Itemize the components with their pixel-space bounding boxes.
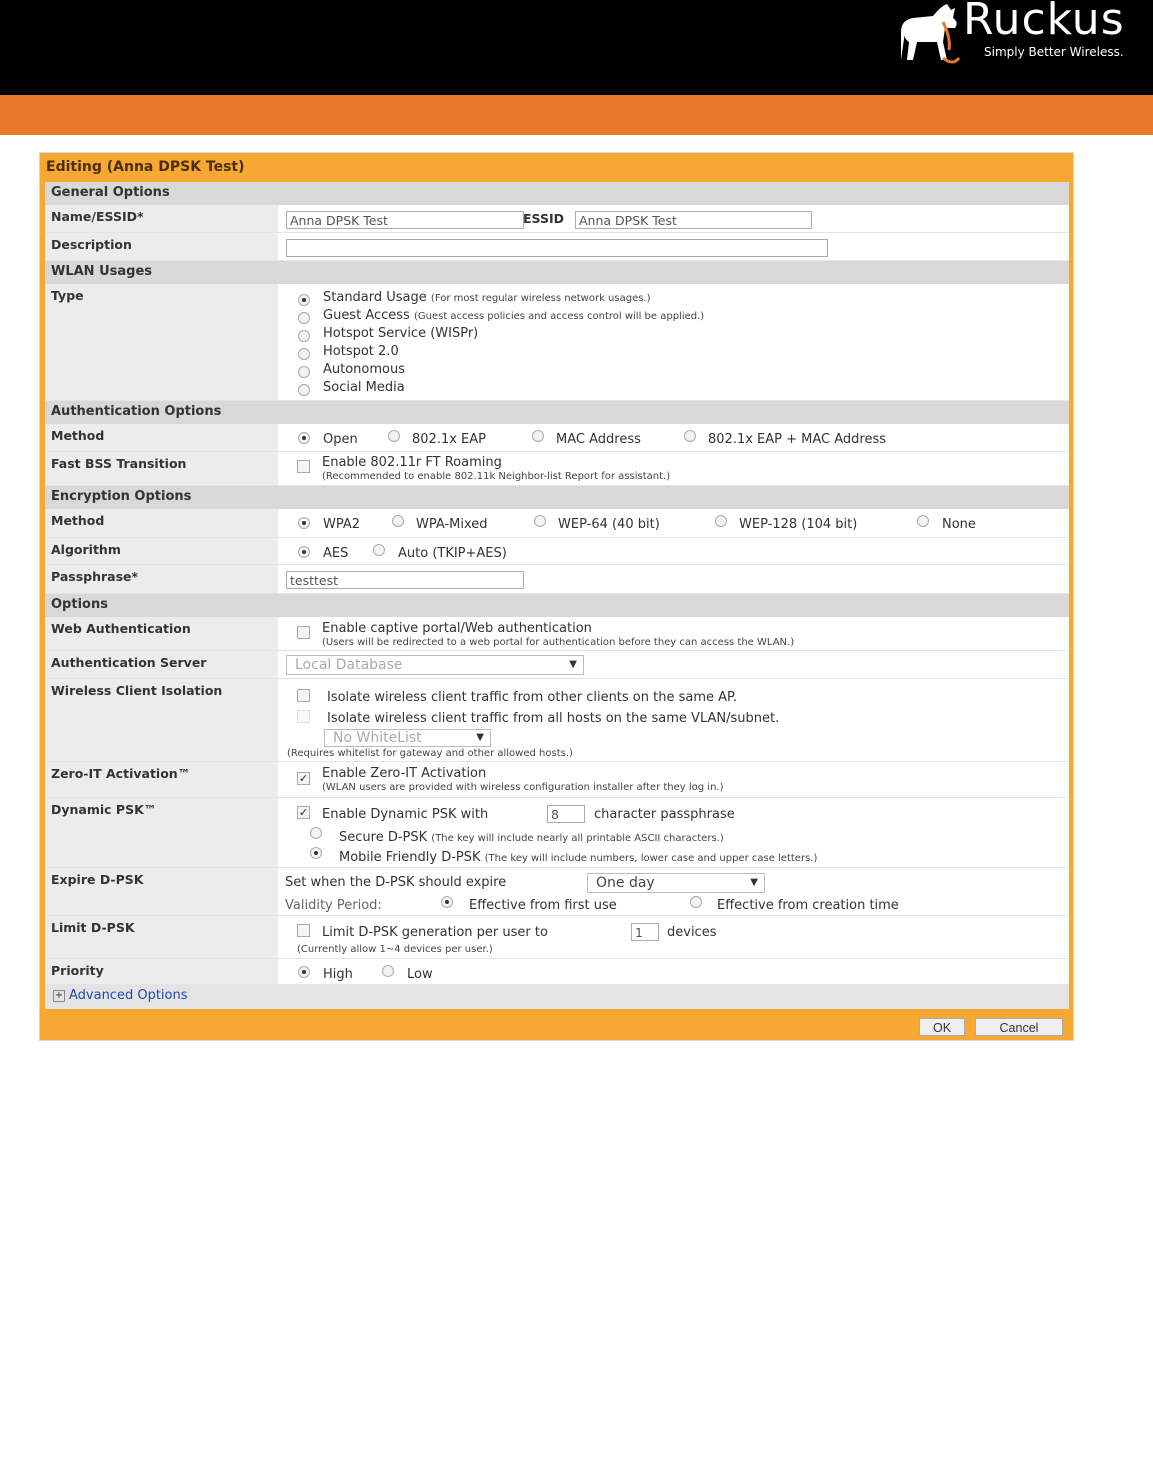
web-auth-text: Enable captive portal/Web authentication — [322, 621, 592, 636]
section-options: Options — [45, 594, 1069, 617]
type-guest-label: Guest Access (Guest access policies and access control will be applied.) — [323, 308, 705, 323]
radio-hotspot-2[interactable] — [298, 348, 310, 360]
radio-guest-access[interactable] — [298, 312, 310, 324]
limit-text-pre: Limit D-PSK generation per user to — [322, 925, 548, 940]
auth-open-label: Open — [323, 432, 358, 447]
radio-wep-128[interactable] — [715, 515, 727, 527]
zero-it-text: Enable Zero-IT Activation — [322, 766, 487, 781]
radio-auth-8021x[interactable] — [388, 430, 400, 442]
secure-dpsk-label: Secure D-PSK (The key will include nearly all printable ASCII characters.) — [339, 830, 724, 845]
row-limit-dpsk — [45, 916, 1069, 959]
isolation-ap-text: Isolate wireless client traffic from other clients on the same AP. — [327, 690, 737, 705]
wpa-mixed-label: WPA-Mixed — [416, 517, 488, 532]
advanced-options-toggle[interactable] — [45, 985, 1069, 1009]
row-type — [45, 284, 1069, 401]
zero-it-note: (WLAN users are provided with wireless configuration installer after they log in.) — [322, 782, 724, 793]
expire-text: Set when the D-PSK should expire — [285, 875, 507, 890]
radio-validity-first-use[interactable] — [441, 896, 453, 908]
passphrase-label: Passphrase* — [45, 565, 278, 593]
priority-label: Priority — [45, 959, 278, 984]
row-zero-it — [45, 762, 1069, 798]
dialog-body — [45, 182, 1069, 1009]
passphrase-input[interactable]: testtest — [286, 571, 524, 589]
limit-devices-input[interactable]: 1 — [631, 923, 659, 941]
radio-priority-low[interactable] — [382, 965, 394, 977]
section-authentication-options: Authentication Options — [45, 401, 1069, 424]
whitelist-select[interactable]: No WhiteList ▼ — [324, 729, 491, 747]
priority-high-label: High — [323, 967, 353, 982]
aes-label: AES — [323, 546, 349, 561]
radio-wpa-mixed[interactable] — [392, 515, 404, 527]
radio-mobile-dpsk[interactable] — [310, 847, 322, 859]
row-expire-dpsk — [45, 868, 1069, 916]
auth-server-label: Authentication Server — [45, 651, 278, 678]
radio-validity-creation[interactable] — [690, 896, 702, 908]
fast-bss-checkbox[interactable] — [297, 460, 310, 473]
auth-mac-label: MAC Address — [556, 432, 641, 447]
client-isolation-label: Wireless Client Isolation — [45, 679, 278, 761]
limit-text-post: devices — [667, 925, 717, 940]
auth-8021x-mac-label: 802.1x EAP + MAC Address — [708, 432, 887, 447]
type-hotspot-2-label: Hotspot 2.0 — [323, 344, 399, 359]
description-input[interactable] — [286, 239, 828, 257]
row-passphrase — [45, 565, 1069, 594]
section-general-options: General Options — [45, 182, 1069, 205]
type-standard-label: Standard Usage (For most regular wireless network usages.) — [323, 290, 651, 305]
auto-tkip-aes-label: Auto (TKIP+AES) — [398, 546, 507, 561]
zero-it-label: Zero-IT Activation™ — [45, 762, 278, 797]
brand-tagline: Simply Better Wireless. — [984, 45, 1124, 59]
dialog-title: Editing (Anna DPSK Test) — [46, 159, 245, 175]
essid-input[interactable]: Anna DPSK Test — [575, 211, 812, 229]
type-autonomous-label: Autonomous — [323, 362, 406, 377]
isolation-vlan-checkbox[interactable] — [297, 710, 310, 723]
wpa2-label: WPA2 — [323, 517, 361, 532]
expire-dpsk-label: Expire D-PSK — [45, 868, 278, 915]
description-label: Description — [45, 233, 278, 260]
whitelist-note: (Requires whitelist for gateway and other allowed hosts.) — [287, 748, 573, 759]
radio-auth-8021x-mac[interactable] — [684, 430, 696, 442]
essid-label: ESSID — [523, 211, 565, 226]
header-bar — [0, 0, 1153, 95]
type-social-media-label: Social Media — [323, 380, 405, 395]
expand-plus-icon: + — [54, 989, 64, 1001]
radio-hotspot-service[interactable] — [298, 330, 310, 342]
row-auth-method — [45, 424, 1069, 452]
fast-bss-text: Enable 802.11r FT Roaming — [322, 455, 502, 470]
row-web-auth — [45, 617, 1069, 651]
dpsk-length-input[interactable]: 8 — [547, 805, 585, 823]
radio-wpa2[interactable] — [298, 517, 310, 529]
row-priority — [45, 959, 1069, 985]
radio-autonomous[interactable] — [298, 366, 310, 378]
ok-button[interactable]: OK — [919, 1018, 965, 1036]
type-hotspot-service-label: Hotspot Service (WISPr) — [323, 326, 479, 341]
chevron-down-icon: ▼ — [569, 659, 577, 670]
algorithm-label: Algorithm — [45, 538, 278, 564]
wep-128-label: WEP-128 (104 bit) — [739, 517, 858, 532]
radio-auto-tkip-aes[interactable] — [373, 544, 385, 556]
validity-label: Validity Period: — [285, 898, 382, 913]
none-label: None — [942, 517, 976, 532]
mobile-dpsk-label: Mobile Friendly D-PSK (The key will include numbers, lower case and upper case letters.) — [339, 850, 818, 865]
isolation-ap-checkbox[interactable] — [297, 689, 310, 702]
name-input[interactable]: Anna DPSK Test — [286, 211, 524, 229]
radio-wep-64[interactable] — [534, 515, 546, 527]
dog-logo-icon — [893, 2, 963, 64]
dynamic-psk-checkbox[interactable]: ✓ — [298, 806, 309, 819]
row-fast-bss — [45, 452, 1069, 486]
chevron-down-icon: ▼ — [476, 732, 484, 743]
brand-name: Ruckus — [963, 0, 1125, 45]
radio-standard-usage[interactable] — [298, 294, 310, 306]
dynamic-psk-text-pre: Enable Dynamic PSK with — [322, 807, 489, 822]
orange-banner — [0, 95, 1153, 135]
expire-select[interactable]: One day ▼ — [587, 873, 765, 893]
advanced-options-label: Advanced Options — [69, 988, 188, 1003]
radio-auth-open[interactable] — [298, 432, 310, 444]
chevron-down-icon: ▼ — [750, 877, 758, 888]
radio-priority-high[interactable] — [298, 966, 310, 978]
limit-note: (Currently allow 1~4 devices per user.) — [297, 944, 493, 955]
radio-aes[interactable] — [298, 546, 310, 558]
radio-secure-dpsk[interactable] — [310, 827, 322, 839]
validity-first-use-label: Effective from first use — [469, 898, 617, 913]
web-auth-label: Web Authentication — [45, 617, 278, 650]
row-name-essid — [45, 205, 1069, 233]
ruckus-logo — [889, 0, 1149, 70]
isolation-vlan-text: Isolate wireless client traffic from all hosts on the same VLAN/subnet. — [327, 711, 780, 726]
cancel-button[interactable]: Cancel — [975, 1018, 1063, 1036]
row-encryption-method — [45, 509, 1069, 538]
radio-none[interactable] — [917, 515, 929, 527]
dynamic-psk-label: Dynamic PSK™ — [45, 798, 278, 867]
section-encryption-options: Encryption Options — [45, 486, 1069, 509]
fast-bss-note: (Recommended to enable 802.11k Neighbor-list Report for assistant.) — [322, 471, 671, 482]
row-algorithm — [45, 538, 1069, 565]
section-wlan-usages: WLAN Usages — [45, 261, 1069, 284]
validity-creation-label: Effective from creation time — [717, 898, 899, 913]
row-dynamic-psk — [45, 798, 1069, 868]
auth-8021x-label: 802.1x EAP — [412, 432, 486, 447]
limit-dpsk-checkbox[interactable] — [297, 924, 310, 937]
encryption-method-label: Method — [45, 509, 278, 537]
auth-server-select[interactable]: Local Database ▼ — [286, 655, 584, 675]
row-client-isolation — [45, 679, 1069, 762]
name-essid-label: Name/ESSID* — [45, 205, 278, 232]
row-auth-server — [45, 651, 1069, 679]
fast-bss-label: Fast BSS Transition — [45, 452, 278, 485]
dynamic-psk-text-post: character passphrase — [594, 807, 735, 822]
row-description — [45, 233, 1069, 261]
wep-64-label: WEP-64 (40 bit) — [558, 517, 660, 532]
radio-social-media[interactable] — [298, 384, 310, 396]
edit-wlan-dialog — [39, 152, 1074, 1041]
web-auth-checkbox[interactable] — [297, 626, 310, 639]
priority-low-label: Low — [407, 967, 433, 982]
web-auth-note: (Users will be redirected to a web portal for authentication before they can access the WLAN.) — [322, 637, 795, 648]
auth-method-label: Method — [45, 424, 278, 451]
type-label: Type — [45, 284, 278, 400]
zero-it-checkbox[interactable]: ✓ — [298, 772, 309, 785]
radio-auth-mac[interactable] — [532, 430, 544, 442]
limit-dpsk-label: Limit D-PSK — [45, 916, 278, 958]
